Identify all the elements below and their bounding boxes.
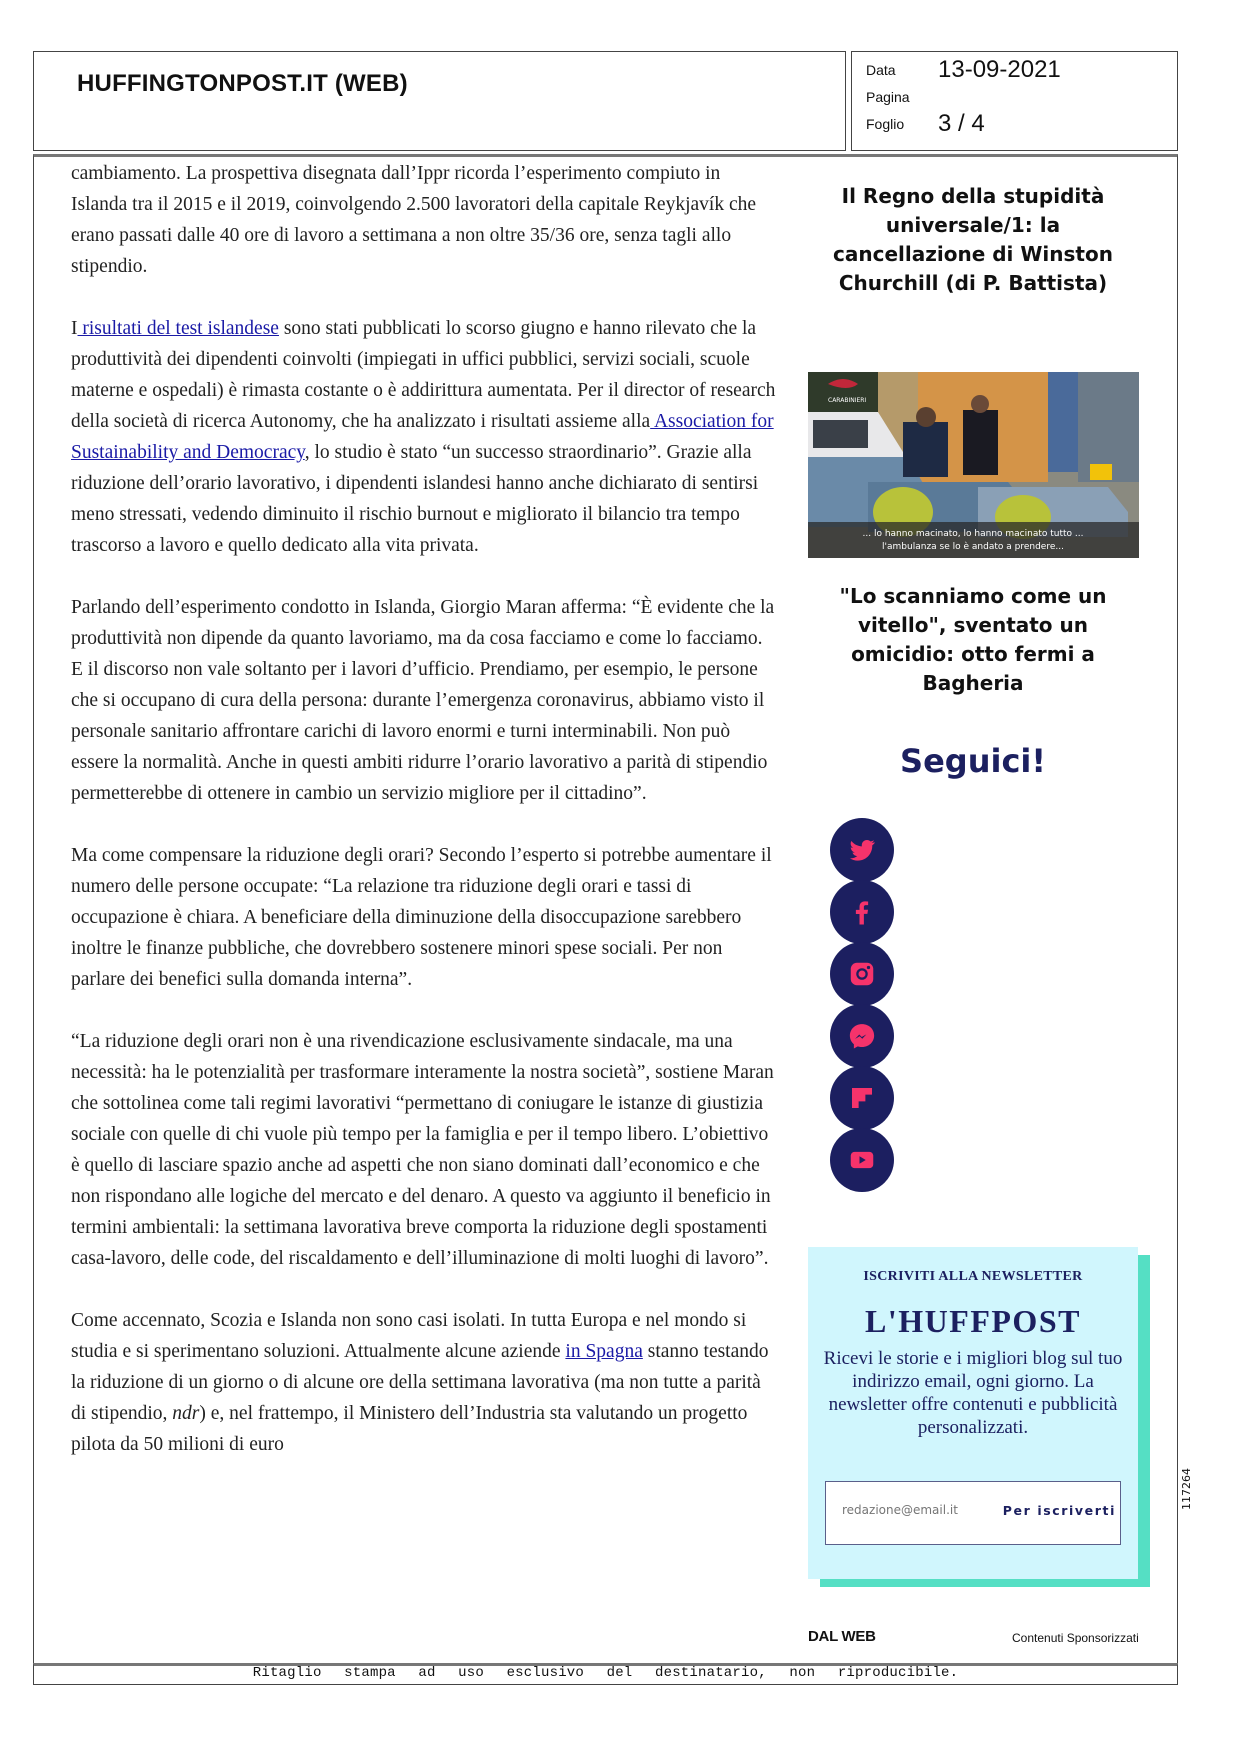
text-span: Come accennato, Scozia e Islanda non sono casi isolati. In tutta Europa e nel mondo si studia e si sperimentano soluzioni. Attualmente alcune aziende <box>71 1310 747 1362</box>
article-paragraph: Ma come compensare la riduzione degli orari? Secondo l’esperto si potrebbe aumentare il numero delle persone occupate: “La relazione tra riduzione degli orari e tassi di occupazione è chiara. A beneficiare della diminuzione della disoccupazione sarebbero inoltre le finanze pubbliche, che dovrebbero sostenere minori spese sociali. Per non parlare dei benefici sulla domanda interna”. <box>71 845 772 990</box>
related-article-1-title[interactable]: Il Regno della stupidità universale/1: la cancellazione di Winston Churchill (di P. Battista) <box>833 184 1113 295</box>
newsletter-brand: L'HUFFPOST <box>865 1303 1081 1339</box>
meta-label-pagina: Pagina <box>866 89 910 105</box>
link-association-sustainability-democracy[interactable]: Association for Sustainability and Democracy <box>71 411 774 463</box>
social-facebook-button[interactable] <box>830 880 894 944</box>
article-paragraph <box>71 313 776 561</box>
meta-label-data: Data <box>866 62 896 78</box>
newsletter-subscribe-button[interactable]: Per iscriverti <box>1002 1503 1116 1518</box>
text-span: sono stati pubblicati lo scorso giugno e hanno rilevato che la produttività dei dipendenti coinvolti (impiegati in uffici pubblici, servizi sociali, scuole materne e ospedali) è rimasta costante o è addirittura aumentata. Per il director of research della società di ricerca Autonomy, che ha analizzato i risultati assieme alla <box>71 318 776 432</box>
social-twitter-button[interactable] <box>830 818 894 882</box>
image-watermark: CARABINIERI <box>828 397 867 404</box>
article-paragraph: “La riduzione degli orari non è una rivendicazione esclusivamente sindacale, ma una necessità: ha le potenzialità per trasformare interamente la nostra società”, sostiene Maran che sottolinea come tali regimi lavorativi “permettano di coniugare le istanze di giustizia sociale con quelle di chi vuole più tempo per la famiglia e per il tempo libero. L’obiettivo è quello di lasciare spazio anche ad aspetti che non siano dominati dall’economico e che non rispondano alle logiche del mercato e del denaro. A questo va aggiunto il beneficio in termini ambientali: la settimana lavorativa breve comporta la riduzione degli spostamenti casa-lavoro, delle code, del riscaldamento e dell’illuminazione di molti luoghi di lavoro”. <box>71 1031 774 1269</box>
meta-value-foglio: 3 / 4 <box>938 110 985 137</box>
flipboard-icon <box>847 1083 877 1113</box>
sponsored-content-label: Contenuti Sponsorizzati <box>1012 1631 1139 1645</box>
link-risultati-test-islandese[interactable]: risultati del test islandese <box>77 318 279 339</box>
newsletter-box <box>808 1247 1138 1579</box>
image-caption-line-2: l'ambulanza se lo è andato a prendere... <box>882 542 1064 552</box>
social-instagram-button[interactable] <box>830 942 894 1006</box>
video-still-illustration <box>808 372 1139 558</box>
twitter-icon <box>847 835 877 865</box>
footer-disclaimer: Ritaglio stampa ad uso esclusivo del destinatario, non riproducibile. <box>252 1665 959 1681</box>
meta-label-foglio: Foglio <box>866 116 905 132</box>
text-span: stanno testando la riduzione di un giorno o di alcune ore della settimana lavorativa (ma non tutte a parità di stipendio, <box>71 1341 769 1424</box>
newsletter-description: Ricevi le storie e i migliori blog sul tuo indirizzo email, ogni giorno. La newsletter offre contenuti e pubblicità personalizzati. <box>823 1348 1123 1438</box>
publication-title: HUFFINGTONPOST.IT (WEB) <box>77 70 408 97</box>
newsletter-email-input[interactable] <box>842 1503 992 1517</box>
article-body <box>71 158 776 1491</box>
social-youtube-button[interactable] <box>830 1128 894 1192</box>
messenger-icon <box>847 1021 877 1051</box>
meta-value-data: 13-09-2021 <box>938 56 1061 83</box>
social-flipboard-button[interactable] <box>830 1066 894 1130</box>
image-caption-line-1: ... lo hanno macinato, lo hanno macinato tutto ... <box>862 529 1084 539</box>
youtube-icon <box>847 1145 877 1175</box>
text-span: , lo studio è stato “un successo straordinario”. Grazie alla riduzione dell’orario lavorativo, i dipendenti islandesi hanno anche dichiarato di sentirsi meno stressati, vedendo diminuito il rischio burnout e migliorato il bilancio tra tempo trascorso a lavoro e quello dedicato alla vita privata. <box>71 442 759 556</box>
article-paragraph: cambiamento. La prospettiva disegnata dall’Ippr ricorda l’esperimento compiuto in Islanda tra il 2015 e il 2019, coinvolgendo 2.500 lavoratori della capitale Reykjavík che erano passati dalle 40 ore di lavoro a settimana a non oltre 35/36 ore, senza tagli allo stipendio. <box>71 163 757 277</box>
newsletter-kicker: ISCRIVITI ALLA NEWSLETTER <box>863 1269 1083 1284</box>
facebook-icon <box>847 897 877 927</box>
article-paragraph: Parlando dell’esperimento condotto in Islanda, Giorgio Maran afferma: “È evidente che la produttività non dipende da quanto lavoriamo, ma da cosa facciamo e come lo facciamo. E il discorso non vale soltanto per i lavori d’ufficio. Prendiamo, per esempio, le persone che si occupano di cura della persona: durante l’emergenza coronavirus, abbiamo visto il personale sanitario affrontare carichi di lavoro enormi e turni interminabili. Non può essere la normalità. Anche in questi ambiti ridurre l’orario lavorativo a parità di stipendio permetterebbe di ottenere in cambio un servizio migliore per il cittadino”. <box>71 597 775 804</box>
newsletter-form <box>825 1481 1121 1545</box>
header-publication-box <box>33 51 846 151</box>
related-article-2-image[interactable] <box>808 372 1139 558</box>
follow-us-heading: Seguici! <box>900 742 1046 780</box>
instagram-icon <box>847 959 877 989</box>
social-messenger-button[interactable] <box>830 1004 894 1068</box>
related-article-2-title[interactable]: "Lo scanniamo come un vitello", sventato un omicidio: otto fermi a Bagheria <box>839 584 1107 695</box>
article-paragraph <box>71 1305 776 1460</box>
dal-web-heading: DAL WEB <box>808 1628 876 1645</box>
document-id: 117264 <box>1180 1468 1193 1510</box>
link-in-spagna[interactable]: in Spagna <box>565 1341 643 1362</box>
text-span: I <box>71 318 78 339</box>
text-span: ) e, nel frattempo, il Ministero dell’Industria sta valutando un progetto pilota da 50 milioni di euro <box>71 1403 748 1455</box>
ndr-note: ndr <box>172 1403 200 1424</box>
